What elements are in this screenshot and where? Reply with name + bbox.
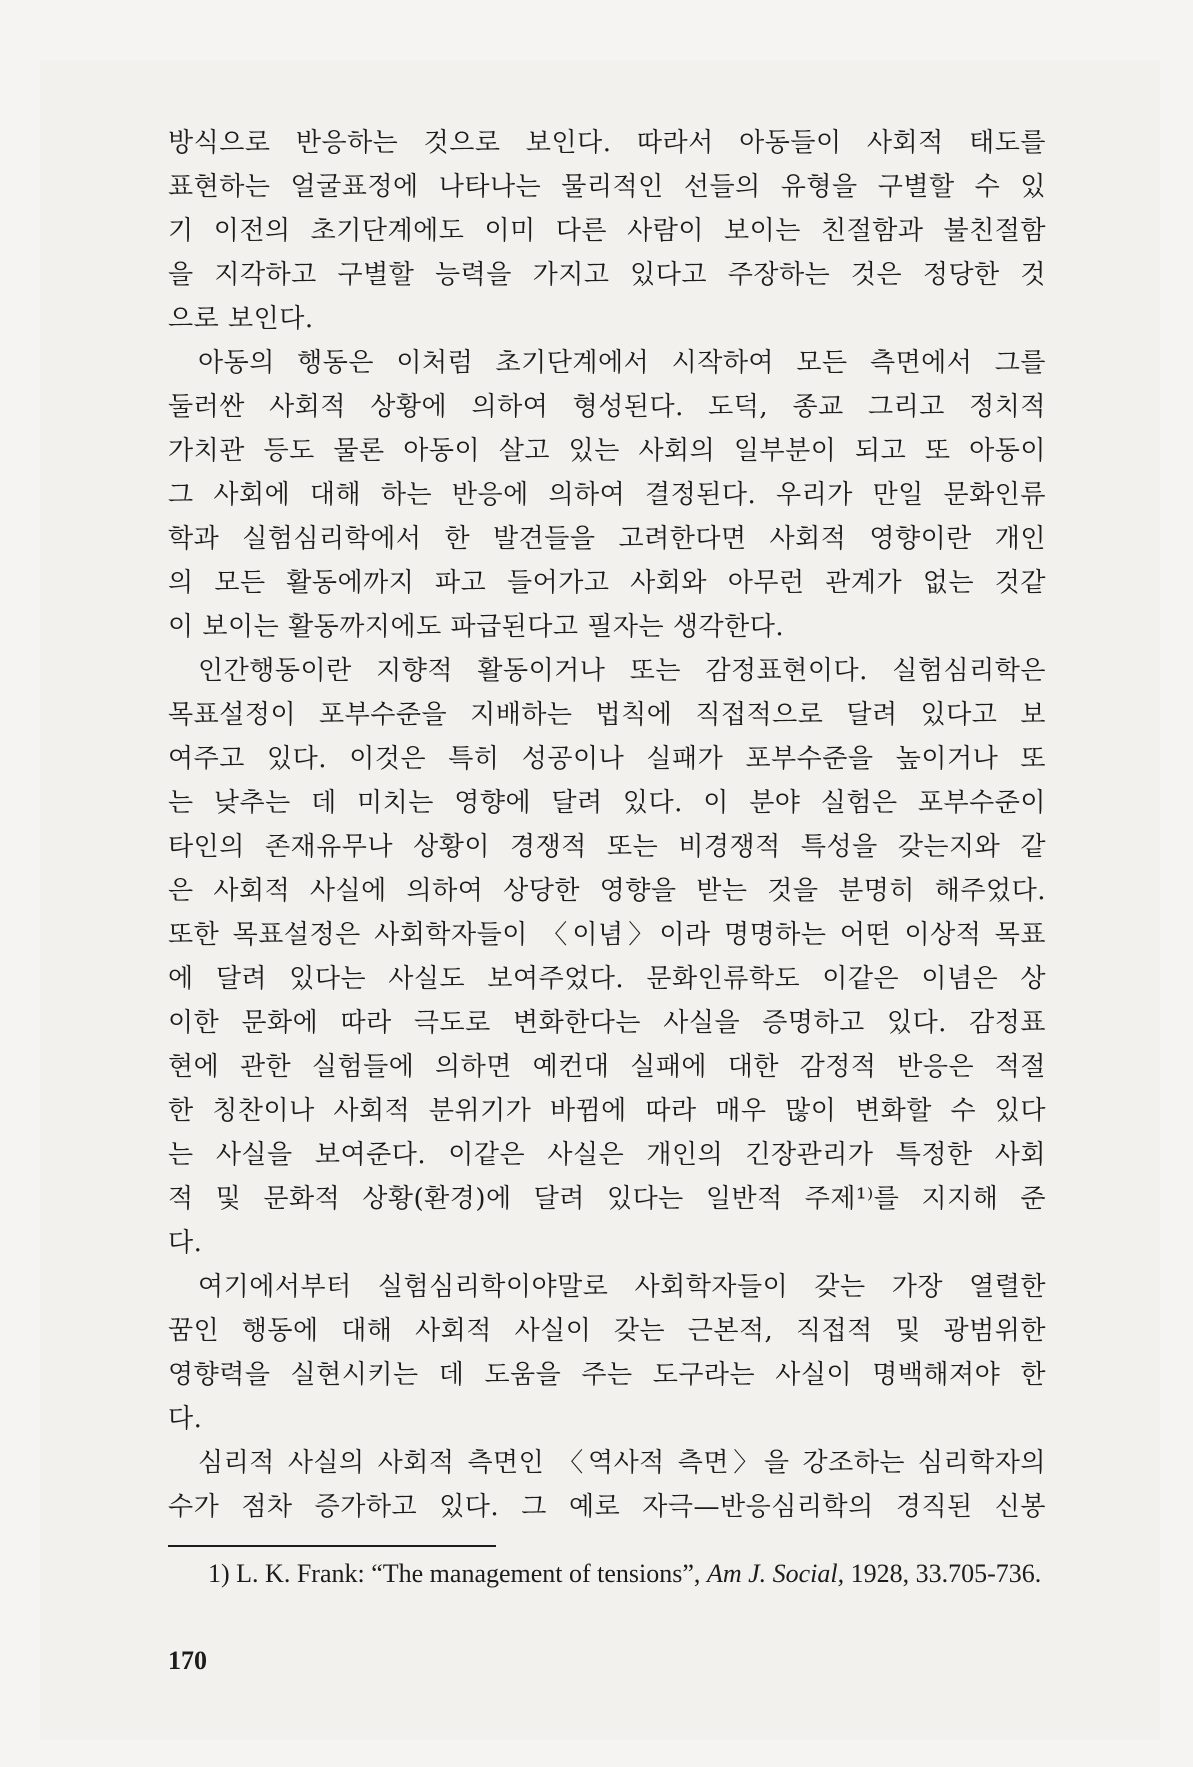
text-line: 방식으로 반응하는 것으로 보인다. 따라서 아동들이 사회적 태도를 bbox=[168, 128, 1046, 158]
text-line: 는 낮추는 데 미치는 영향에 달려 있다. 이 분야 실험은 포부수준이 bbox=[168, 788, 1046, 818]
text-line: 영향력을 실현시키는 데 도움을 주는 도구라는 사실이 명백해져야 한 bbox=[168, 1360, 1046, 1390]
footnote-journal: Am J. Social, bbox=[706, 1559, 845, 1588]
text-line: 으로 보인다. bbox=[168, 304, 314, 334]
text-line: 의 모든 활동에까지 파고 들어가고 사회와 아무런 관계가 없는 것같 bbox=[168, 568, 1046, 598]
text-line: 타인의 존재유무나 상황이 경쟁적 또는 비경쟁적 특성을 갖는지와 같 bbox=[168, 832, 1046, 862]
text-line: 을 지각하고 구별할 능력을 가지고 있다고 주장하는 것은 정당한 것 bbox=[168, 260, 1046, 290]
paragraph-start-line: 심리적 사실의 사회적 측면인 〈역사적 측면〉을 강조하는 심리학자의 bbox=[198, 1448, 1046, 1478]
text-line: 가치관 등도 물론 아동이 살고 있는 사회의 일부분이 되고 또 아동이 bbox=[168, 436, 1046, 466]
text-line: 그 사회에 대해 하는 반응에 의하여 결정된다. 우리가 만일 문화인류 bbox=[168, 480, 1046, 510]
footnote-title: “The management of tensions”, bbox=[371, 1559, 701, 1588]
text-line: 표현하는 얼굴표정에 나타나는 물리적인 선들의 유형을 구별할 수 있 bbox=[168, 172, 1046, 202]
text-line: 수가 점차 증가하고 있다. 그 예로 자극—반응심리학의 경직된 신봉 bbox=[168, 1492, 1046, 1522]
text-line: 둘러싼 사회적 상황에 의하여 형성된다. 도덕, 종교 그리고 정치적 bbox=[168, 392, 1046, 422]
text-line: 기 이전의 초기단계에도 이미 다른 사람이 보이는 친절함과 불친절함 bbox=[168, 216, 1046, 246]
text-line: 다. bbox=[168, 1404, 203, 1434]
paragraph-start-line: 인간행동이란 지향적 활동이거나 또는 감정표현이다. 실험심리학은 bbox=[198, 656, 1046, 686]
text-line: 은 사회적 사실에 의하여 상당한 영향을 받는 것을 분명히 해주었다. bbox=[168, 876, 1046, 906]
footnote-marker: 1) bbox=[208, 1559, 230, 1588]
text-line: 여주고 있다. 이것은 특히 성공이나 실패가 포부수준을 높이거나 또 bbox=[168, 744, 1046, 774]
text-line: 꿈인 행동에 대해 사회적 사실이 갖는 근본적, 직접적 및 광범위한 bbox=[168, 1316, 1046, 1346]
paragraph-start-line: 여기에서부터 실험심리학이야말로 사회학자들이 갖는 가장 열렬한 bbox=[198, 1272, 1046, 1302]
text-line: 다. bbox=[168, 1228, 203, 1258]
paragraph-start-line: 아동의 행동은 이처럼 초기단계에서 시작하여 모든 측면에서 그를 bbox=[198, 348, 1046, 378]
text-line: 이 보이는 활동까지에도 파급된다고 필자는 생각한다. bbox=[168, 612, 785, 642]
footnote-author: L. K. Frank: bbox=[236, 1559, 365, 1588]
text-line: 적 및 문화적 상황(환경)에 달려 있다는 일반적 주제¹⁾를 지지해 준 bbox=[168, 1184, 1046, 1214]
text-line: 한 칭찬이나 사회적 분위기가 바뀜에 따라 매우 많이 변화할 수 있다 bbox=[168, 1096, 1046, 1126]
text-line: 또한 목표설정은 사회학자들이 〈이념〉이라 명명하는 어떤 이상적 목표 bbox=[168, 920, 1046, 950]
text-line: 목표설정이 포부수준을 지배하는 법칙에 직접적으로 달려 있다고 보 bbox=[168, 700, 1046, 730]
text-line: 는 사실을 보여준다. 이같은 사실은 개인의 긴장관리가 특정한 사회 bbox=[168, 1140, 1046, 1170]
footnote-rule bbox=[168, 1545, 496, 1547]
text-line: 에 달려 있다는 사실도 보여주었다. 문화인류학도 이같은 이념은 상 bbox=[168, 964, 1046, 994]
footnote bbox=[208, 1556, 1048, 1592]
page-number: 170 bbox=[168, 1646, 207, 1675]
footnote-citation: 1928, 33.705-736. bbox=[850, 1559, 1042, 1588]
text-line: 학과 실험심리학에서 한 발견들을 고려한다면 사회적 영향이란 개인 bbox=[168, 524, 1046, 554]
text-line: 이한 문화에 따라 극도로 변화한다는 사실을 증명하고 있다. 감정표 bbox=[168, 1008, 1046, 1038]
text-line: 현에 관한 실험들에 의하면 예컨대 실패에 대한 감정적 반응은 적절 bbox=[168, 1052, 1046, 1082]
